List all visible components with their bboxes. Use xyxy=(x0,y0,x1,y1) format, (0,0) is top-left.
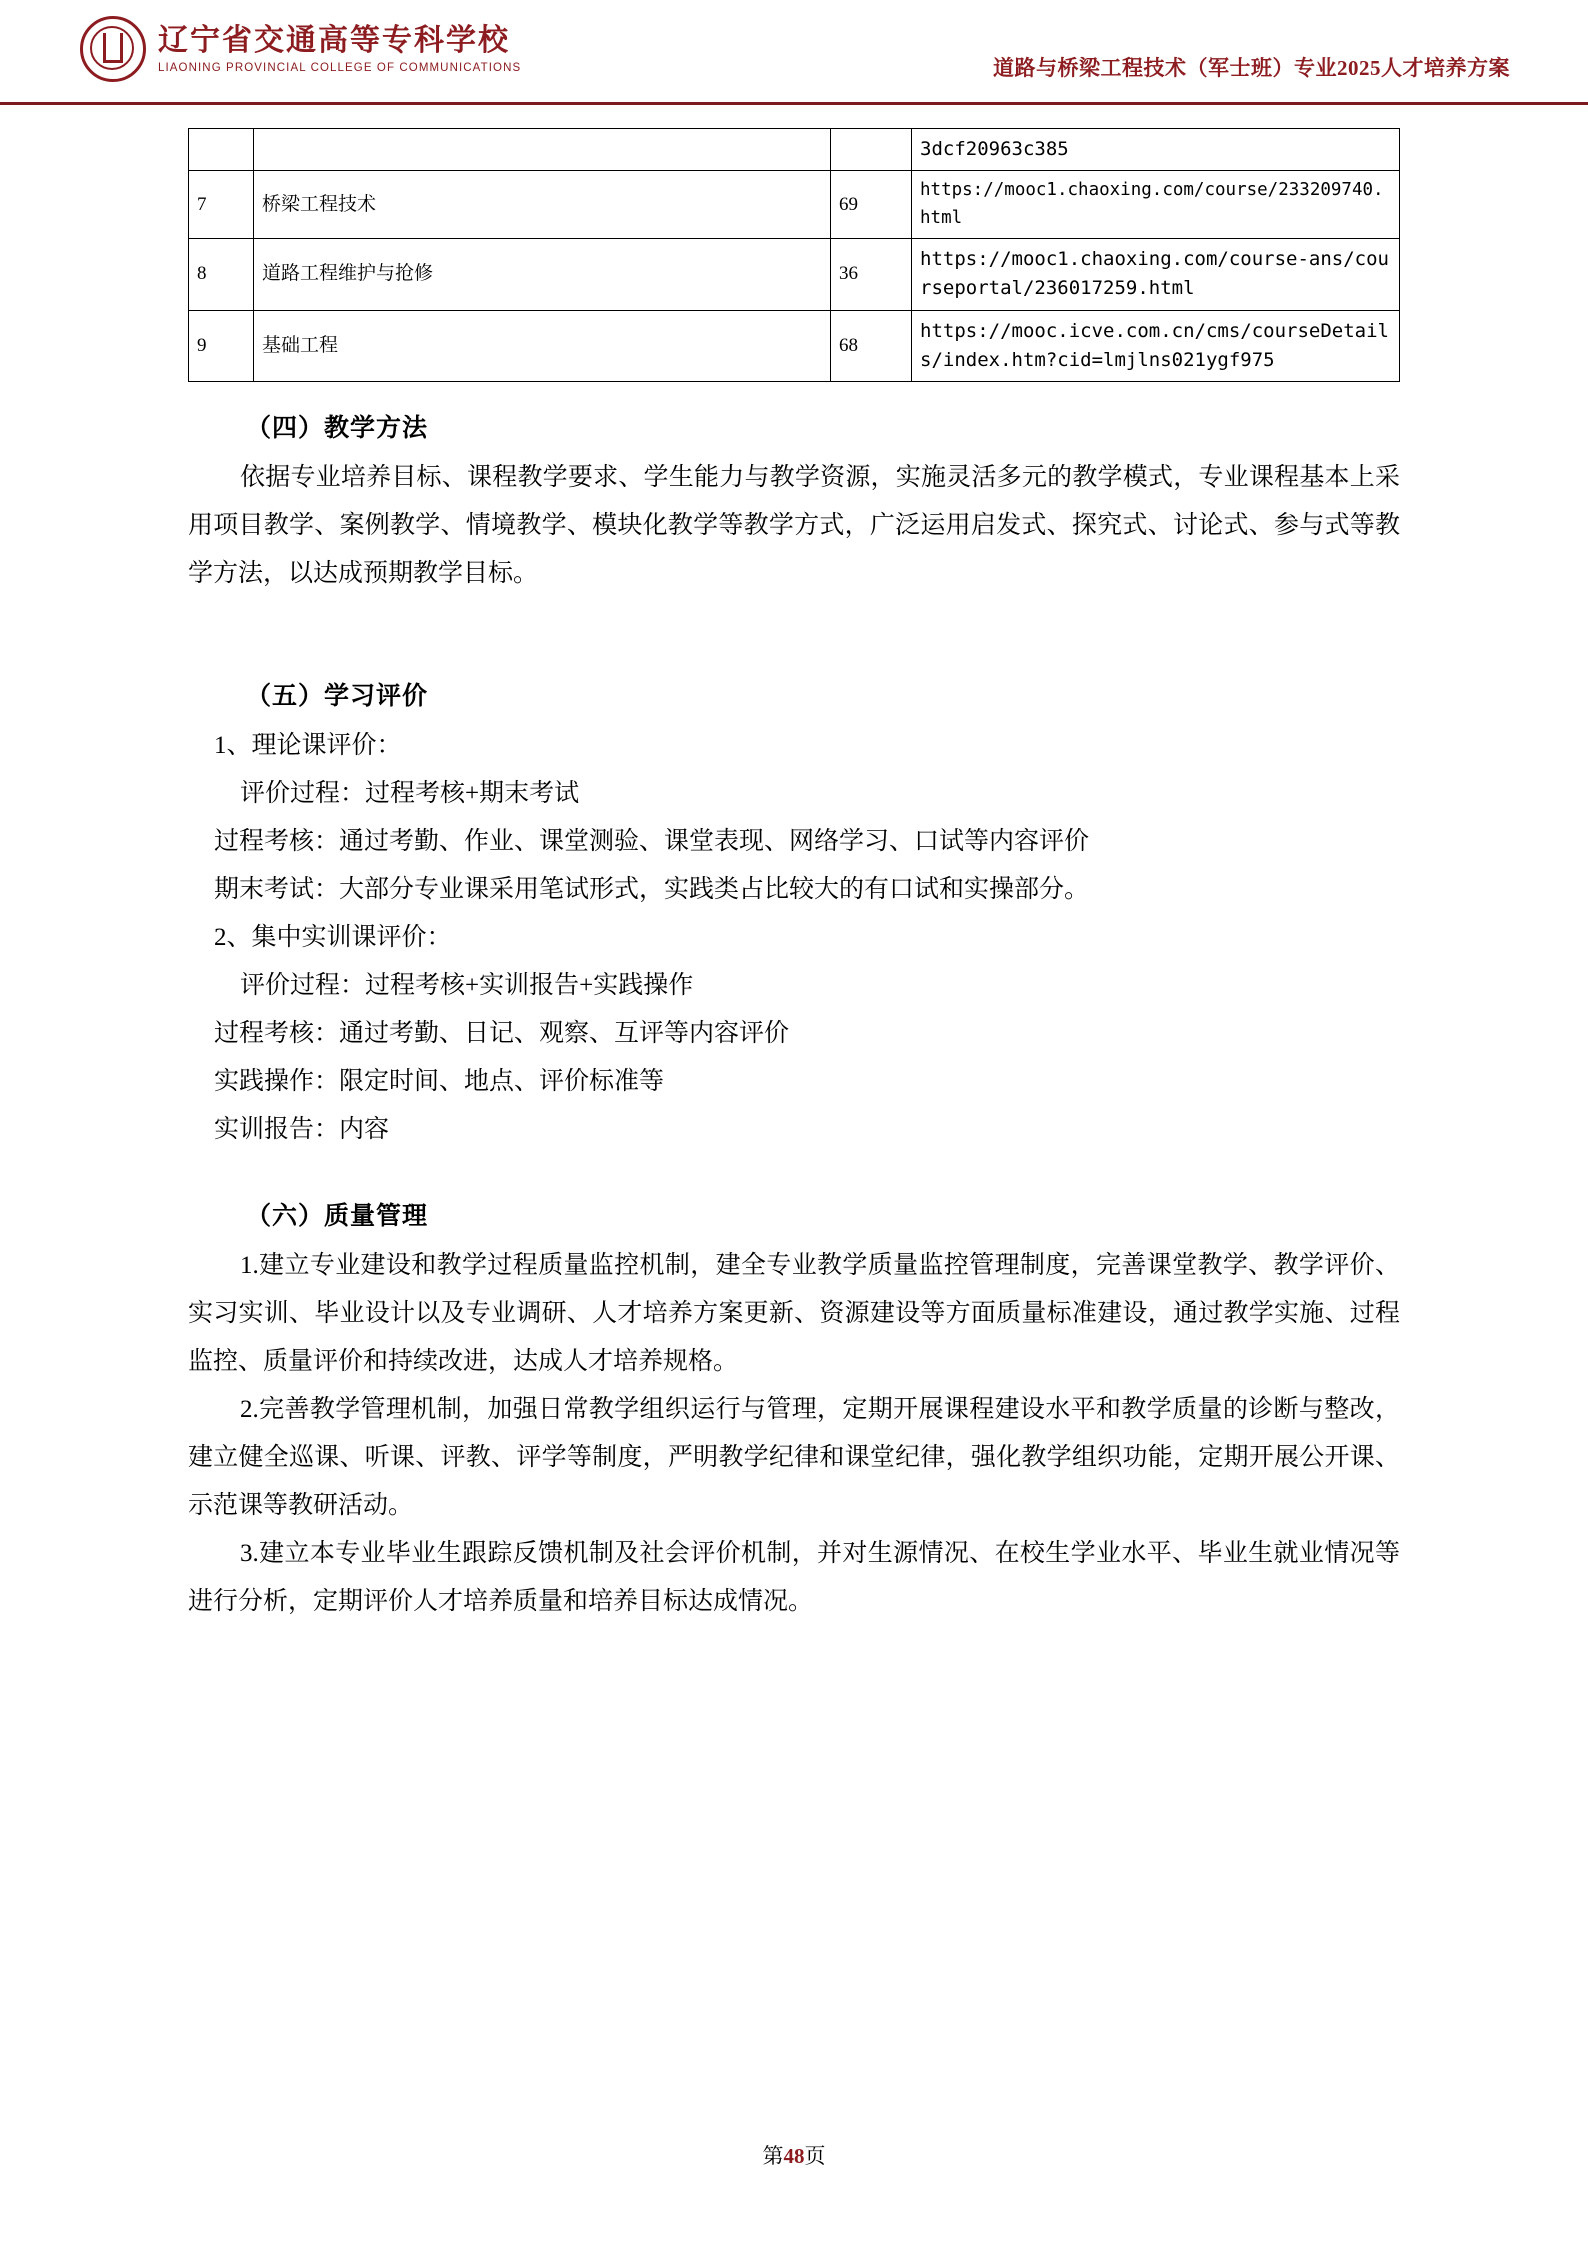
table-row xyxy=(189,238,1400,310)
page-number: 48 xyxy=(783,2144,805,2168)
page-content xyxy=(188,128,1400,1626)
evaluation-item-1-title: 1、理论课评价： xyxy=(214,732,402,760)
school-name-en: LIAONING PROVINCIAL COLLEGE OF COMMUNICATIONS xyxy=(158,62,522,75)
cell-no: 8 xyxy=(189,238,254,310)
evaluation-item-2-line-4: 实训报告：内容 xyxy=(214,1116,390,1144)
school-name-block xyxy=(158,24,521,75)
quality-management-paragraph-1: 1.建立专业建设和教学过程质量监控机制，建全专业教学质量监控管理制度，完善课堂教学、教学评价、实习实训、毕业设计以及专业调研、人才培养方案更新、资源建设等方面质量标准建设，通过教学实施、过程监控、质量评价和持续改进，达成人才培养规格。 xyxy=(188,1252,1400,1376)
teaching-methods-paragraph: 依据专业培养目标、课程教学要求、学生能力与教学资源，实施灵活多元的教学模式，专业课程基本上采用项目教学、案例教学、情境教学、模块化教学等教学方式，广泛运用启发式、探究式、讨论式、参与式等教学方法，以达成预期教学目标。 xyxy=(188,464,1400,588)
document-title: 道路与桥梁工程技术（军士班）专业2025人才培养方案 xyxy=(993,56,1510,80)
cell-url: https://mooc1.chaoxing.com/course-ans/courseportal/236017259.html xyxy=(912,238,1400,310)
evaluation-item-2-line-1: 评价过程：过程考核+实训报告+实践操作 xyxy=(240,972,694,1000)
cell-url: https://mooc1.chaoxing.com/course/233209740.html xyxy=(912,171,1400,238)
quality-management-paragraph-3: 3.建立本专业毕业生跟踪反馈机制及社会评价机制，并对生源情况、在校生学业水平、毕业生就业情况等进行分析，定期评价人才培养质量和培养目标达成情况。 xyxy=(188,1540,1400,1616)
page-header xyxy=(0,0,1588,108)
evaluation-item-2-title: 2、集中实训课评价： xyxy=(214,924,452,952)
evaluation-item-1-line-2: 过程考核：通过考勤、作业、课堂测验、课堂表现、网络学习、口试等内容评价 xyxy=(214,828,1090,856)
school-name-cn: 辽宁省交通高等专科学校 xyxy=(158,23,510,57)
spacer xyxy=(188,1154,1400,1170)
cell-hours xyxy=(831,129,912,171)
table-row xyxy=(189,310,1400,382)
online-course-table xyxy=(188,128,1400,382)
school-seal-icon xyxy=(80,16,146,82)
table-row xyxy=(189,129,1400,171)
evaluation-item-2-line-2: 过程考核：通过考勤、日记、观察、互评等内容评价 xyxy=(214,1020,790,1048)
table-row xyxy=(189,171,1400,238)
evaluation-item-2-line-3: 实践操作：限定时间、地点、评价标准等 xyxy=(214,1068,665,1096)
evaluation-item-1-line-1: 评价过程：过程考核+期末考试 xyxy=(240,780,580,808)
school-logo xyxy=(80,16,521,82)
cell-course-name: 道路工程维护与抢修 xyxy=(254,238,831,310)
header-divider xyxy=(0,102,1588,105)
cell-course-name xyxy=(254,129,831,171)
cell-no: 7 xyxy=(189,171,254,238)
cell-url: https://mooc.icve.com.cn/cms/courseDetails/index.htm?cid=lmjlns021ygf975 xyxy=(912,310,1400,382)
cell-hours: 36 xyxy=(831,238,912,310)
spacer xyxy=(188,598,1400,650)
cell-url: 3dcf20963c385 xyxy=(912,129,1400,171)
cell-no: 9 xyxy=(189,310,254,382)
cell-hours: 69 xyxy=(831,171,912,238)
page-prefix: 第 xyxy=(762,2144,784,2168)
section-heading-teaching-methods: （四）教学方法 xyxy=(246,415,429,443)
evaluation-item-1-line-3: 期末考试：大部分专业课采用笔试形式，实践类占比较大的有口试和实操部分。 xyxy=(214,876,1090,904)
section-heading-learning-evaluation: （五）学习评价 xyxy=(246,683,429,711)
section-heading-quality-management: （六）质量管理 xyxy=(246,1203,429,1231)
cell-hours: 68 xyxy=(831,310,912,382)
page-footer xyxy=(0,2140,1588,2170)
page-suffix: 页 xyxy=(804,2144,826,2168)
cell-course-name: 基础工程 xyxy=(254,310,831,382)
cell-course-name: 桥梁工程技术 xyxy=(254,171,831,238)
quality-management-paragraph-2: 2.完善教学管理机制，加强日常教学组织运行与管理，定期开展课程建设水平和教学质量的诊断与整改，建立健全巡课、听课、评教、评学等制度，严明教学纪律和课堂纪律，强化教学组织功能，定期开展公开课、示范课等教研活动。 xyxy=(188,1396,1400,1520)
cell-no xyxy=(189,129,254,171)
